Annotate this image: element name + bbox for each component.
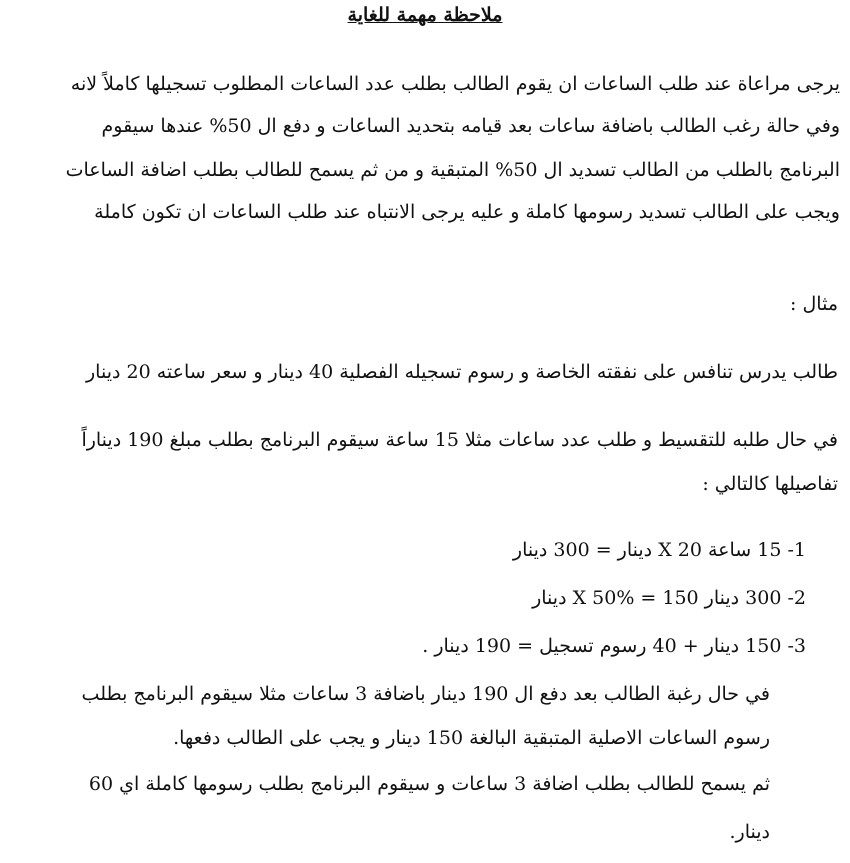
- paragraph1-line-3: البرنامج بالطلب من الطالب تسديد ال 50% المتبقية و من ثم يسمح للطالب بطلب اضافة الساعات: [65, 159, 840, 181]
- after-payment-line-1: في حال رغبة الطالب بعد دفع ال 190 دينار باضافة 3 ساعات مثلا سيقوم البرنامج بطلب: [81, 683, 770, 705]
- step-3: 3- 150 دينار + 40 رسوم تسجيل = 190 دينار .: [422, 635, 806, 657]
- example-label: مثال :: [790, 293, 838, 315]
- paragraph1-line-1: يرجى مراعاة عند طلب الساعات ان يقوم الطالب بطلب عدد الساعات المطلوب تسجيلها كاملاً لانه: [70, 73, 840, 95]
- step-2: 2- 300 دينار X 50% = 150 دينار: [532, 587, 806, 609]
- paragraph1-line-4: ويجب على الطالب تسديد رسومها كاملة و عليه يرجى الانتباه عند طلب الساعات ان تكون كاملة: [94, 201, 840, 223]
- page-title: ملاحظة مهمة للغاية: [347, 4, 503, 26]
- example-case-line-1: في حال طلبه للتقسيط و طلب عدد ساعات مثلا 15 ساعة سيقوم البرنامج بطلب مبلغ 190 ديناراً: [81, 429, 838, 451]
- example-case-line-2: تفاصيلها كالتالي :: [702, 473, 838, 495]
- final-line-1: ثم يسمح للطالب بطلب اضافة 3 ساعات و سيقوم البرنامج بطلب رسومها كاملة اي 60: [88, 773, 770, 795]
- after-payment-line-2: رسوم الساعات الاصلية المتبقية البالغة 150 دينار و يجب على الطالب دفعها.: [173, 727, 770, 749]
- paragraph1-line-2: وفي حالة رغب الطالب باضافة ساعات بعد قيامه بتحديد الساعات و دفع ال 50% عندها سيقوم: [101, 115, 840, 137]
- step-1: 1- 15 ساعة X 20 دينار = 300 دينار: [512, 539, 806, 561]
- example-intro: طالب يدرس تنافس على نفقته الخاصة و رسوم تسجيله الفصلية 40 دينار و سعر ساعته 20 دينار: [86, 361, 838, 383]
- final-line-2: دينار.: [729, 821, 770, 843]
